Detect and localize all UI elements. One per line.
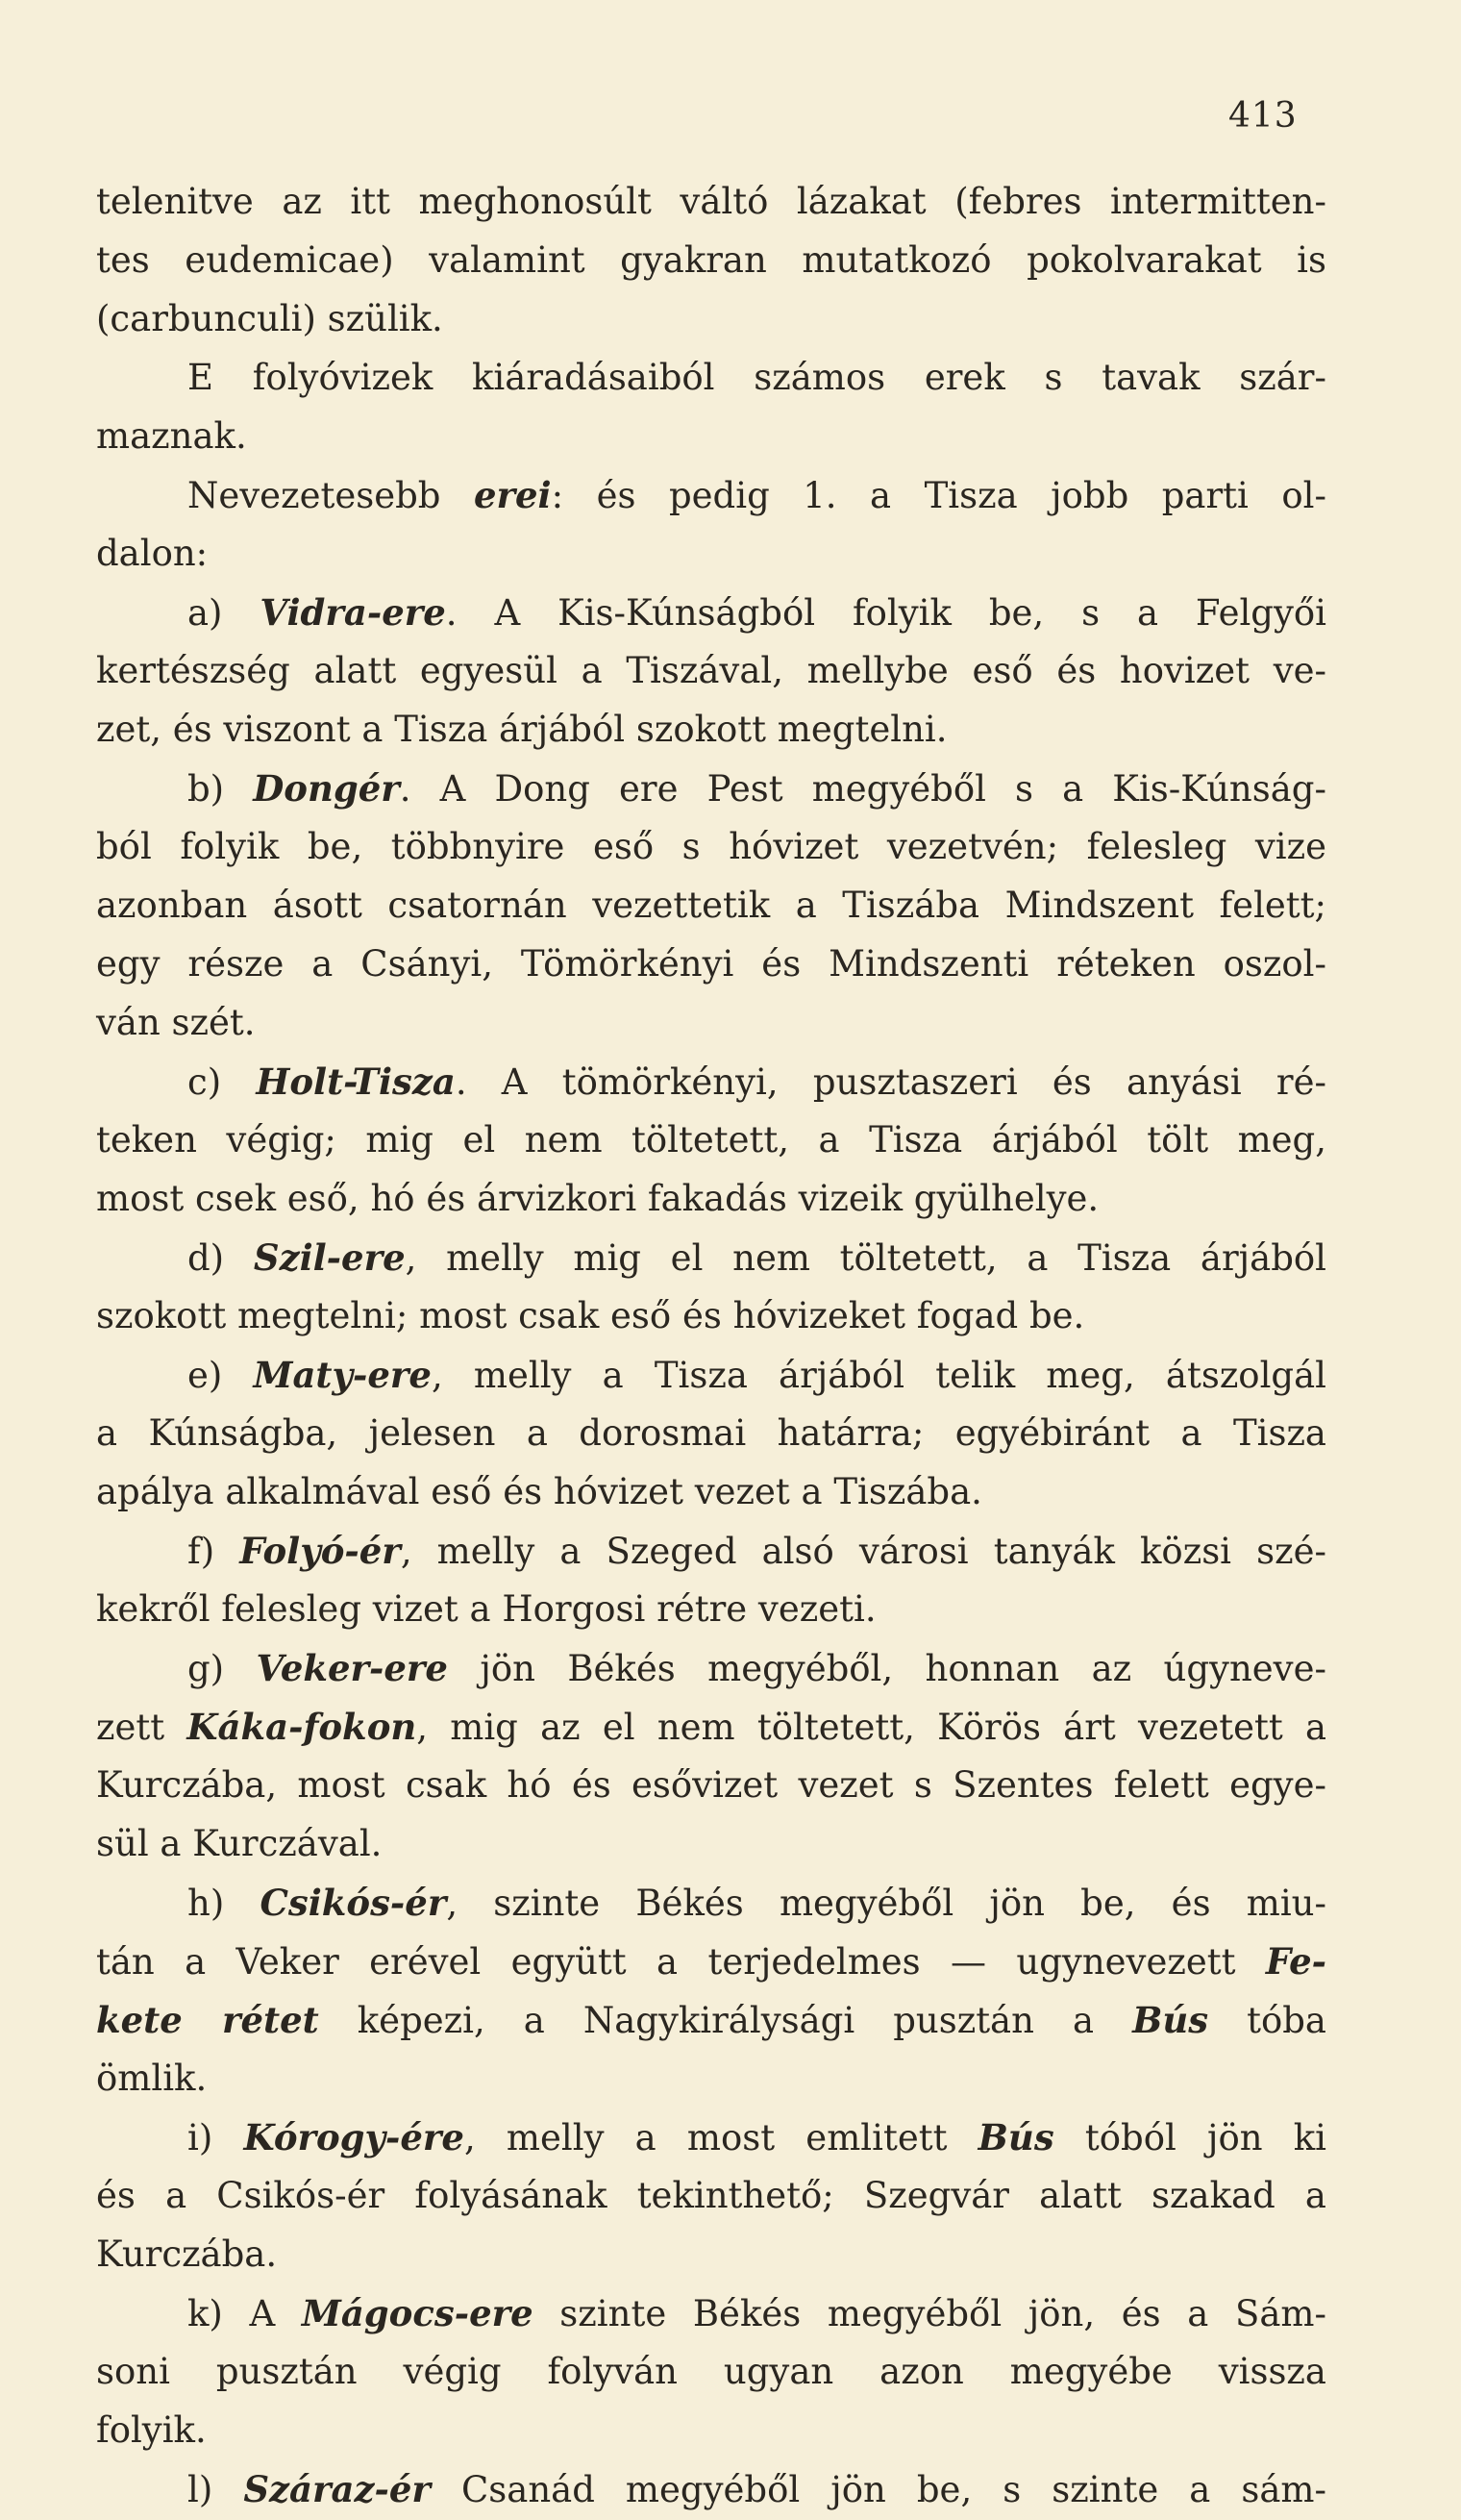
text-line: [96, 2343, 1326, 2402]
text-segment: teken végig; mig el nem töltetett, a Tisza árjából tölt meg,: [96, 1119, 1326, 1160]
emphasized-term: Bús: [978, 2116, 1054, 2158]
text-line: [96, 994, 1326, 1053]
text-segment: tán a Veker erével együtt a terjedelmes — ugynevezett: [96, 1941, 1266, 1983]
text-line: [96, 349, 1326, 408]
text-line: [96, 1229, 1326, 1287]
emphasized-term: Szil-ere: [253, 1236, 406, 1279]
emphasized-term: Bús: [1132, 1999, 1209, 2041]
text-line: [96, 525, 1326, 584]
text-line: [96, 584, 1326, 642]
text-line: [96, 1874, 1326, 1933]
text-line: [96, 1757, 1326, 1815]
text-line: [96, 290, 1326, 349]
text-segment: . A tömörkényi, pusztaszeri és anyási ré-: [455, 1061, 1326, 1103]
text-segment: jön Békés megyéből, honnan az úgyneve-: [447, 1648, 1326, 1689]
text-line: [96, 2167, 1326, 2226]
text-segment: E folyóvizek kiáradásaiból számos erek s tavak szár-: [187, 357, 1326, 398]
text-segment: Kurczába.: [96, 2233, 278, 2275]
text-segment: soni pusztán végig folyván ugyan azon megyébe vissza: [96, 2351, 1326, 2392]
text-segment: a Kúnságba, jelesen a dorosmai határra; egyébiránt a Tisza: [96, 1412, 1326, 1454]
text-segment: telenitve az itt meghonosúlt váltó lázakat (febres intermitten-: [96, 181, 1326, 222]
text-segment: a): [187, 592, 260, 634]
emphasized-term: Káka-fokon: [186, 1706, 417, 1748]
text-segment: maznak.: [96, 415, 247, 457]
text-line: [96, 1639, 1326, 1698]
text-segment: e): [187, 1355, 254, 1396]
text-line: [96, 2050, 1326, 2108]
text-segment: l): [187, 2469, 244, 2510]
text-segment: apálya alkalmával eső és hóvizet vezet a Tiszába.: [96, 1471, 982, 1512]
text-segment: (carbunculi) szülik.: [96, 298, 443, 339]
emphasized-term: Maty-ere: [253, 1354, 432, 1396]
emphasized-term: Mágocs-ere: [301, 2292, 533, 2334]
text-segment: és a Csikós-ér folyásának tekinthető; Szegvár alatt szakad a: [96, 2175, 1326, 2216]
emphasized-term: Dongér: [253, 767, 400, 810]
text-line: [96, 1933, 1326, 1991]
text-line: [96, 2460, 1326, 2519]
text-line: [96, 818, 1326, 877]
page-number: 413: [1228, 96, 1298, 136]
text-segment: : és pedig 1. a Tisza jobb parti ol-: [551, 475, 1326, 516]
text-line: [96, 2284, 1326, 2343]
text-line: [96, 701, 1326, 760]
emphasized-term: Kórogy-ére: [243, 2116, 464, 2158]
text-line: [96, 1287, 1326, 1346]
text-line: [96, 1463, 1326, 1522]
text-line: [96, 1815, 1326, 1874]
body-text: [96, 173, 1326, 2519]
text-segment: folyik.: [96, 2409, 207, 2451]
text-line: [96, 173, 1326, 232]
text-segment: k) A: [187, 2293, 302, 2334]
text-segment: Nevezetesebb: [187, 475, 474, 516]
text-line: [96, 2402, 1326, 2460]
text-segment: i): [187, 2117, 244, 2158]
text-segment: , melly a Tisza árjából telik meg, átszolgál: [431, 1355, 1326, 1396]
text-segment: d): [187, 1237, 254, 1279]
text-segment: Kurczába, most csak hó és esővizet vezet s Szentes felett egye-: [96, 1764, 1326, 1806]
text-segment: kekről felesleg vizet a Horgosi rétre vezeti.: [96, 1588, 877, 1630]
emphasized-term: Száraz-ér: [243, 2468, 431, 2510]
text-line: [96, 1581, 1326, 1639]
text-line: [96, 232, 1326, 290]
text-segment: képezi, a Nagykirálysági pusztán a: [318, 2000, 1133, 2041]
text-line: [96, 408, 1326, 466]
text-segment: , melly a Szeged alsó városi tanyák közsi szé-: [400, 1531, 1327, 1572]
text-segment: h): [187, 1883, 260, 1924]
emphasized-term: Vidra-ere: [260, 591, 446, 634]
text-segment: zet, és viszont a Tisza árjából szokott megtelni.: [96, 709, 948, 750]
text-segment: szokott megtelni; most csak eső és hóvizeket fogad be.: [96, 1295, 1085, 1336]
text-segment: kertészség alatt egyesül a Tiszával, mellybe eső és hovizet ve-: [96, 650, 1326, 691]
text-line: [96, 1346, 1326, 1405]
text-segment: . A Dong ere Pest megyéből s a Kis-Kúnság-: [399, 768, 1326, 810]
emphasized-term: erei: [473, 474, 552, 516]
text-segment: egy része a Csányi, Tömörkényi és Mindszenti réteken oszol-: [96, 943, 1326, 985]
emphasized-term: Fe-: [1265, 1940, 1326, 1983]
text-segment: c): [187, 1061, 257, 1103]
text-line: [96, 2226, 1326, 2284]
text-segment: tóból jön ki: [1053, 2117, 1327, 2158]
text-segment: sül a Kurczával.: [96, 1823, 383, 1864]
text-segment: ván szét.: [96, 1002, 256, 1043]
text-segment: g): [187, 1648, 257, 1689]
text-segment: ömlik.: [96, 2058, 208, 2099]
text-line: [96, 1698, 1326, 1757]
text-segment: azonban ásott csatornán vezettetik a Tiszába Mindszent felett;: [96, 885, 1326, 926]
text-segment: , melly a most emlitett: [463, 2117, 978, 2158]
text-segment: szinte Békés megyéből jön, és a Sám-: [532, 2293, 1326, 2334]
text-line: [96, 877, 1326, 936]
emphasized-term: kete rétet: [96, 1999, 319, 2041]
text-segment: , szinte Békés megyéből jön be, és miu-: [446, 1883, 1326, 1924]
text-line: [96, 1111, 1326, 1170]
text-line: [96, 1522, 1326, 1581]
text-segment: b): [187, 768, 254, 810]
text-segment: most csek eső, hó és árvizkori fakadás vizeik gyülhelye.: [96, 1178, 1100, 1219]
text-line: [96, 760, 1326, 818]
emphasized-term: Folyó-ér: [239, 1530, 401, 1572]
text-line: [96, 466, 1326, 525]
text-segment: f): [187, 1531, 240, 1572]
text-segment: dalon:: [96, 533, 209, 574]
emphasized-term: Holt-Tisza: [256, 1060, 456, 1103]
text-line: [96, 1170, 1326, 1229]
text-segment: Csanád megyéből jön be, s szinte a sám-: [430, 2469, 1327, 2510]
text-segment: tóba: [1208, 2000, 1326, 2041]
text-line: [96, 1405, 1326, 1463]
text-segment: tes eudemicae) valamint gyakran mutatkozó pokolvarakat is: [96, 239, 1326, 281]
text-segment: zett: [96, 1707, 187, 1748]
text-segment: , mig az el nem töltetett, Körös árt vezetett a: [416, 1707, 1327, 1748]
text-line: [96, 1053, 1326, 1111]
text-segment: , melly mig el nem töltetett, a Tisza árjából: [405, 1237, 1326, 1279]
text-line: [96, 1991, 1326, 2050]
emphasized-term: Csikós-ér: [260, 1882, 447, 1924]
text-segment: . A Kis-Kúnságból folyik be, s a Felgyői: [445, 592, 1326, 634]
text-segment: ból folyik be, többnyire eső s hóvizet vezetvén; felesleg vize: [96, 826, 1326, 867]
text-line: [96, 936, 1326, 994]
text-line: [96, 642, 1326, 701]
emphasized-term: Veker-ere: [256, 1647, 448, 1689]
text-line: [96, 2108, 1326, 2167]
